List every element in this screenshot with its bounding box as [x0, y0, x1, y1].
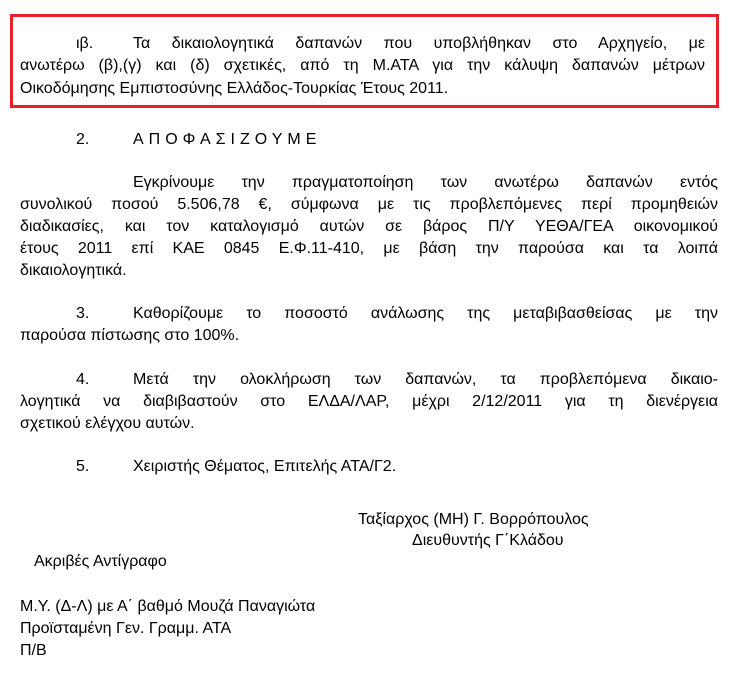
paragraph-2-line-5: δικαιολογητικά.: [20, 262, 127, 279]
decision-heading: ΑΠΟΦΑΣΙΖΟΥΜΕ: [133, 131, 322, 148]
paragraph-2-line-4: έτους 2011 επί ΚΑΕ 0845 Ε.Φ.11-410, με βάση την παρούσα και τα λοιπά: [20, 240, 718, 257]
paragraph-ib-line-2: ανωτέρω (β),(γ) και (δ) σχετικές, από τη Μ.ΑΤΑ για την κάλυψη δαπανών μέτρων: [20, 57, 705, 74]
certifier-name: Μ.Υ. (Δ-Λ) με Α΄ βαθμό Μουζά Παναγιώτα: [20, 598, 316, 615]
paragraph-3-number: 3.: [76, 305, 90, 322]
paragraph-4-line-3: σχετικού ελέγχου αυτών.: [20, 415, 195, 432]
paragraph-ib-line-3: Οικοδόμησης Εμπιστοσύνης Ελλάδος-Τουρκίας Έτους 2011.: [20, 80, 449, 97]
paragraph-5-text: Χειριστής Θέματος, Επιτελής ΑΤΑ/Γ2.: [133, 458, 397, 475]
paragraph-4-line-2: λογητικά να διαβιβαστούν στο ΕΛΔΑ/ΛΑΡ, μέχρι 2/12/2011 για τη διενέργεια: [20, 393, 718, 410]
paragraph-2-line-3: διαδικασίες, και τον καταλογισμό αυτών σε βάρος Π/Υ ΥΕΘΑ/ΓΕΑ οικονομικού: [20, 218, 718, 235]
paragraph-5-number: 5.: [76, 458, 90, 475]
paragraph-2-line-2: συνολικού ποσού 5.506,78 €, σύμφωνα με τις προβλεπόμενες περί προμηθειών: [20, 196, 718, 213]
certifier-abbreviation: Π/Β: [20, 642, 47, 659]
paragraph-ib-number: ιβ.: [76, 35, 94, 52]
paragraph-4-number: 4.: [76, 371, 90, 388]
paragraph-3-line-1: Καθορίζουμε το ποσοστό ανάλωσης της μεταβιβασθείσας με την: [133, 305, 718, 322]
paragraph-ib-line-1: Τα δικαιολογητικά δαπανών που υποβλήθηκαν στο Αρχηγείο, με: [133, 35, 705, 52]
paragraph-3-line-2: παρούσα πίστωσης στο 100%.: [20, 327, 240, 344]
signatory-name: Ταξίαρχος (ΜΗ) Γ. Βορρόπουλος: [358, 511, 589, 528]
paragraph-4-line-1: Μετά την ολοκλήρωση των δαπανών, τα προβλεπόμενα δικαιο-: [133, 371, 718, 388]
signatory-title: Διευθυντής Γ΄Κλάδου: [412, 532, 564, 549]
certified-copy-label: Ακριβές Αντίγραφο: [34, 553, 167, 570]
paragraph-2-line-1: Εγκρίνουμε την πραγματοποίηση των ανωτέρω δαπανών εντός: [133, 174, 718, 191]
paragraph-2-number: 2.: [76, 131, 90, 148]
certifier-title: Προϊσταμένη Γεν. Γραμμ. ΑΤΑ: [20, 620, 232, 637]
